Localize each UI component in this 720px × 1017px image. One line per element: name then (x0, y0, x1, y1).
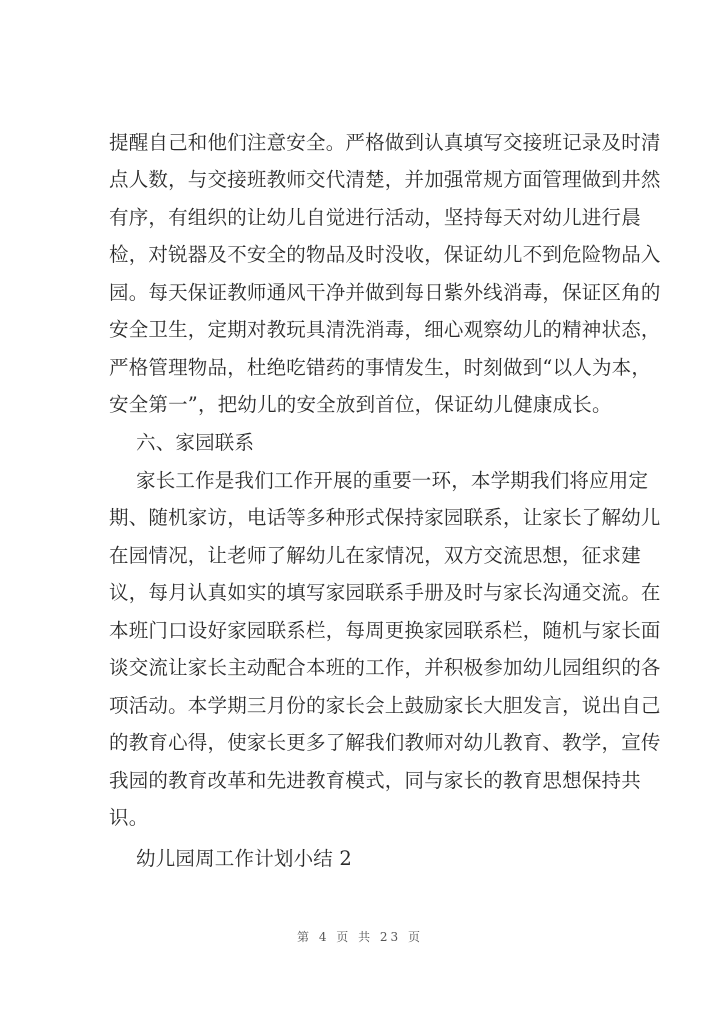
paragraph-line: 安全卫生，定期对教玩具清洗消毒，细心观察幼儿的精神状态， (109, 318, 661, 341)
paragraph-line: 点人数，与交接班教师交代清楚，并加强常规方面管理做到井然 (109, 168, 661, 191)
section-title: 幼儿园周工作计划小结 2 (136, 847, 353, 870)
paragraph-line: 议，每月认真如实的填写家园联系手册及时与家长沟通交流。在 (109, 581, 661, 604)
paragraph-line: 我园的教育改革和先进教育模式，同与家长的教育思想保持共 (109, 769, 641, 792)
paragraph-line: 有序，有组织的让幼儿自觉进行活动，坚持每天对幼儿进行晨 (109, 206, 641, 229)
paragraph-line: 安全第一”，把幼儿的安全放到首位，保证幼儿健康成长。 (109, 393, 612, 416)
paragraph-line: 检，对锐器及不安全的物品及时没收，保证幼儿不到危险物品入 (109, 243, 661, 266)
paragraph-line: 家长工作是我们工作开展的重要一环，本学期我们将应用定 (136, 469, 649, 492)
paragraph-line: 期、随机家访，电话等多种形式保持家园联系，让家长了解幼儿 (109, 506, 661, 529)
paragraph-line: 提醒自己和他们注意安全。严格做到认真填写交接班记录及时清 (109, 131, 661, 154)
paragraph-line: 园。每天保证教师通风干净并做到每日紫外线消毒，保证区角的 (109, 281, 661, 304)
paragraph-line: 本班门口设好家园联系栏，每周更换家园联系栏，随机与家长面 (109, 619, 661, 642)
paragraph-line: 谈交流让家长主动配合本班的工作，并积极参加幼儿园组织的各 (109, 656, 661, 679)
paragraph-line: 项活动。本学期三月份的家长会上鼓励家长大胆发言，说出自己 (109, 694, 661, 717)
page-footer: 第 4 页 共 23 页 (297, 930, 423, 944)
section-heading: 六、家园联系 (136, 431, 255, 454)
paragraph-line: 严格管理物品，杜绝吃错药的事情发生，时刻做到“以人为本， (109, 356, 652, 379)
paragraph-line: 的教育心得，使家长更多了解我们教师对幼儿教育、教学，宣传 (109, 731, 661, 754)
paragraph-line: 识。 (109, 806, 149, 829)
paragraph-line: 在园情况，让老师了解幼儿在家情况，双方交流思想，征求建 (109, 544, 641, 567)
